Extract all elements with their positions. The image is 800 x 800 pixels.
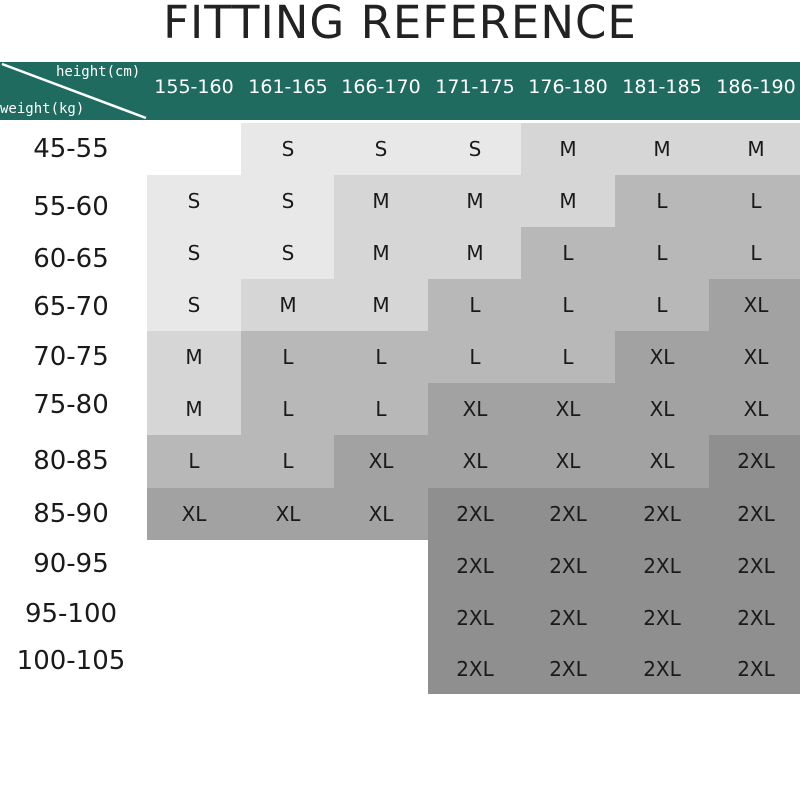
size-cell <box>147 644 241 694</box>
size-cell <box>241 644 335 694</box>
column-header: 176-180 <box>528 76 608 98</box>
row-header: 80-85 <box>33 446 109 476</box>
chart-title: FITTING REFERENCE <box>163 0 637 49</box>
row-header: 75-80 <box>33 390 109 420</box>
row-header: 85-90 <box>33 499 109 529</box>
size-cell: M <box>521 175 615 227</box>
size-cell: M <box>428 227 522 279</box>
size-cell: L <box>615 175 709 227</box>
size-cell: L <box>334 331 428 383</box>
size-cell: XL <box>709 383 800 435</box>
weight-axis-label: weight(kg) <box>0 101 85 117</box>
column-header: 155-160 <box>154 76 234 98</box>
height-axis-label: height(cm) <box>56 64 141 80</box>
size-cell: S <box>147 279 241 331</box>
row-header: 65-70 <box>33 292 109 322</box>
size-cell: 2XL <box>709 644 800 694</box>
size-cell: XL <box>521 383 615 435</box>
size-cell: L <box>241 435 335 488</box>
size-cell: 2XL <box>521 592 615 644</box>
size-cell: 2XL <box>709 488 800 540</box>
size-cell: XL <box>709 331 800 383</box>
size-cell: S <box>241 123 335 175</box>
size-cell: S <box>241 175 335 227</box>
row-header: 55-60 <box>33 192 109 222</box>
size-cell: S <box>428 123 522 175</box>
size-cell <box>241 540 335 592</box>
size-cell: L <box>241 383 335 435</box>
size-cell: M <box>334 227 428 279</box>
size-cell: M <box>709 123 800 175</box>
size-cell: 2XL <box>428 644 522 694</box>
size-cell: L <box>521 227 615 279</box>
size-cell <box>241 592 335 644</box>
size-cell: M <box>241 279 335 331</box>
size-cell: 2XL <box>615 592 709 644</box>
size-cell: S <box>334 123 428 175</box>
size-cell: S <box>147 227 241 279</box>
column-header: 166-170 <box>341 76 421 98</box>
column-header: 171-175 <box>435 76 515 98</box>
size-cell: M <box>521 123 615 175</box>
size-cell: 2XL <box>709 540 800 592</box>
column-header: 161-165 <box>248 76 328 98</box>
row-header: 100-105 <box>16 646 126 676</box>
size-cell: M <box>615 123 709 175</box>
size-cell <box>147 540 241 592</box>
size-cell: XL <box>709 279 800 331</box>
size-cell: L <box>334 383 428 435</box>
size-cell: 2XL <box>709 592 800 644</box>
size-cell: XL <box>428 435 522 488</box>
size-cell: XL <box>334 435 428 488</box>
size-cell <box>147 592 241 644</box>
row-header: 45-55 <box>33 134 109 164</box>
size-cell: L <box>709 227 800 279</box>
row-header: 60-65 <box>33 244 109 274</box>
size-cell: XL <box>615 383 709 435</box>
size-cell: 2XL <box>615 488 709 540</box>
size-cell: XL <box>428 383 522 435</box>
size-cell: M <box>334 279 428 331</box>
size-cell: 2XL <box>428 540 522 592</box>
size-cell: L <box>428 331 522 383</box>
size-cell: 2XL <box>428 592 522 644</box>
size-cell: L <box>521 331 615 383</box>
size-cell: 2XL <box>521 644 615 694</box>
row-header: 95-100 <box>24 599 118 629</box>
size-cell: M <box>428 175 522 227</box>
size-cell <box>147 123 241 175</box>
size-cell: L <box>241 331 335 383</box>
size-cell: M <box>147 383 241 435</box>
column-header: 186-190 <box>716 76 796 98</box>
size-cell <box>334 540 428 592</box>
size-cell: L <box>428 279 522 331</box>
size-cell: L <box>615 279 709 331</box>
size-cell: XL <box>334 488 428 540</box>
size-cell: XL <box>241 488 335 540</box>
size-cell: M <box>334 175 428 227</box>
size-cell: 2XL <box>615 644 709 694</box>
size-cell: L <box>521 279 615 331</box>
size-cell: 2XL <box>521 488 615 540</box>
size-cell: 2XL <box>428 488 522 540</box>
size-cell: L <box>147 435 241 488</box>
size-cell: 2XL <box>709 435 800 488</box>
size-cell: L <box>615 227 709 279</box>
size-cell: S <box>241 227 335 279</box>
size-cell: M <box>147 331 241 383</box>
size-cell <box>334 592 428 644</box>
size-cell: 2XL <box>615 540 709 592</box>
size-cell: XL <box>521 435 615 488</box>
size-cell: S <box>147 175 241 227</box>
size-cell: 2XL <box>521 540 615 592</box>
size-cell: XL <box>147 488 241 540</box>
size-cell: XL <box>615 331 709 383</box>
size-cell <box>334 644 428 694</box>
size-cell: XL <box>615 435 709 488</box>
row-header: 90-95 <box>33 549 109 579</box>
row-header: 70-75 <box>33 342 109 372</box>
column-header: 181-185 <box>622 76 702 98</box>
size-cell: L <box>709 175 800 227</box>
